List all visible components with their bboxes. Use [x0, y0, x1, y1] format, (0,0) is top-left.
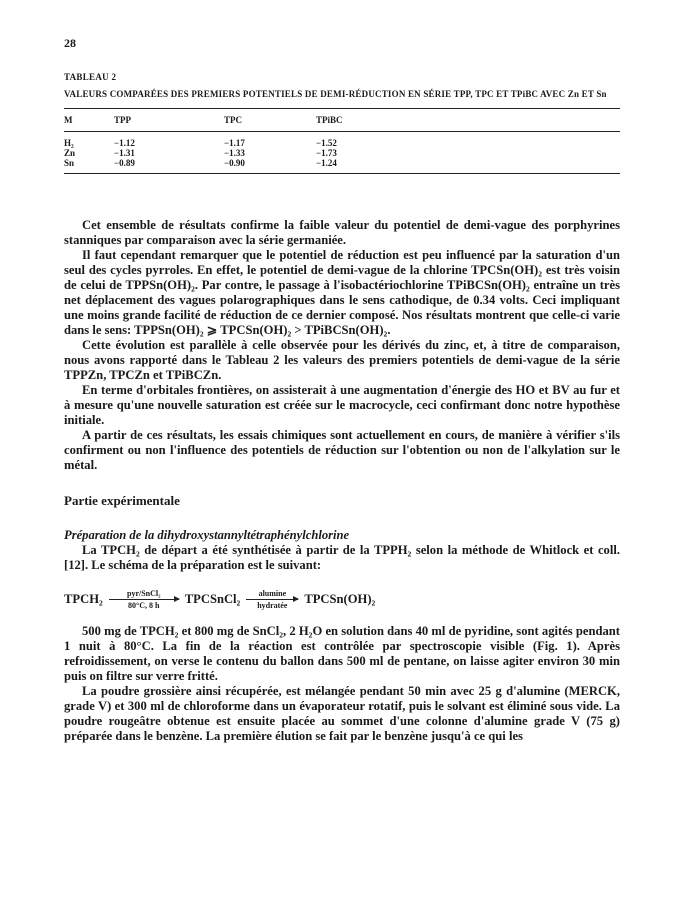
paragraph: 500 mg de TPCH₂ et 800 mg de SnCl₂, 2 H₂O en solution dans 40 ml de pyridine, sont agités pendant 1 nuit à 80°C. La fin de la réaction est contrôlée par spectroscopie visible (Fig. 1). Après refroidissement, on verse le contenu du ballon dans 500 ml de pentane, on laisse agiter environ 30 min puis on filtre sur verre fritté.	[64, 624, 620, 683]
scheme-product: TPCSn(OH)₂	[304, 592, 376, 606]
table-cell: −1.12	[114, 138, 135, 148]
reaction-scheme	[64, 589, 620, 610]
scheme-intermediate: TPCSnCl₂	[184, 592, 241, 606]
page-number: 28	[64, 36, 76, 50]
paragraph: La poudre grossière ainsi récupérée, est mélangée pendant 50 min avec 25 g d'alumine (MERCK, grade V) et 300 ml de chloroforme dans un évaporateur rotatif, puis le solvant est éliminé sous vide. La poudre rougeâtre obtenue est ensuite placée au sommet d'une colonne d'alumine grade V (75 g) préparée dans le benzène. La première élution se fait par le benzène jusqu'à ce qui les	[64, 684, 620, 743]
header-metal: M	[64, 109, 114, 132]
table-row	[64, 132, 620, 149]
table-cell: −1.73	[316, 148, 337, 158]
sub-heading: Préparation de la dihydroxystannyltétraphénylchlorine	[64, 528, 350, 542]
arrow-2-reagent: alumine	[258, 589, 287, 598]
body-text	[64, 218, 620, 744]
table-cell: −1.17	[224, 138, 245, 148]
arrow-1-reagent: pyr/SnCl₂	[127, 589, 161, 598]
page	[64, 36, 620, 744]
header-tpibc: TPiBC	[316, 109, 396, 132]
paragraph: Cet ensemble de résultats confirme la faible valeur du potentiel de demi-vague des porphyrines stanniques par comparaison avec la série germaniée.	[64, 218, 620, 247]
table-cell: H₂	[64, 138, 74, 148]
scheme-reactant: TPCH₂	[64, 592, 103, 606]
paragraph: En terme d'orbitales frontières, on assisterait à une augmentation d'énergie des HO et BV au fur et à mesure qu'une nouvelle saturation est créée sur le macrocycle, ceci confirmant donc notre hypothèse initiale.	[64, 383, 620, 427]
table-title: VALEURS COMPARÉES DES PREMIERS POTENTIELS DE DEMI-RÉDUCTION EN SÉRIE TPP, TPC ET TPiBC AVEC Zn ET Sn	[64, 89, 607, 99]
arrow-1-conditions: 80°C, 8 h	[128, 601, 160, 610]
table-row	[64, 148, 620, 158]
section-heading: Partie expérimentale	[64, 493, 180, 508]
arrow-icon	[246, 599, 298, 600]
table-cell: Sn	[64, 158, 114, 174]
table-row	[64, 158, 620, 174]
table-cell: Zn	[64, 148, 76, 158]
arrow-2-conditions: hydratée	[257, 601, 288, 610]
paragraph: La TPCH₂ de départ a été synthétisée à partir de la TPPH₂ selon la méthode de Whitlock et coll. [12]. Le schéma de la préparation est le suivant:	[64, 543, 620, 572]
paragraph: A partir de ces résultats, les essais chimiques sont actuellement en cours, de manière à vérifier s'ils confirment ou non l'influence des potentiels de réduction sur l'obtention ou non de l'alkylation sur le métal.	[64, 428, 620, 472]
paragraph: Il faut cependant remarquer que le potentiel de réduction est peu influencé par la saturation d'un seul des cycles pyrroles. En effet, le potentiel de demi-vague de la chlorine TPCSn(OH)₂ est très voisin de celui de TPPSn(OH)₂. Par contre, le passage à l'isobactériochlorine TPiBCSn(OH)₂ entraîne un très net déplacement des vagues polarographiques dans le sens cathodique, de 0.34 volts. Ceci impliquant une moins grande facilité de réduction de ce dernier composé. Nos résultats montrent que celle-ci varie dans le sens: TPPSn(OH)₂ ⩾ TPCSn(OH)₂ > TPiBCSn(OH)₂.	[64, 248, 620, 337]
potential-table	[64, 108, 620, 174]
reaction-arrow-1	[109, 589, 179, 610]
table-cell: −0.90	[224, 158, 316, 174]
table-cell: −1.52	[316, 138, 337, 148]
table-cell: −1.31	[114, 148, 135, 158]
table-cell: −1.33	[224, 148, 245, 158]
header-tpc: TPC	[224, 109, 316, 132]
table-caption: TABLEAU 2	[64, 72, 117, 82]
table-cell: −0.89	[114, 158, 224, 174]
table-header-row	[64, 109, 620, 132]
reaction-arrow-2	[246, 589, 298, 610]
paragraph: Cette évolution est parallèle à celle observée pour les dérivés du zinc, et, à titre de comparaison, nous avons rapporté dans le Tableau 2 les valeurs des premiers potentiels de demi-vague de la série TPPZn, TPCZn et TPiBCZn.	[64, 338, 620, 382]
header-tpp: TPP	[114, 109, 224, 132]
table-cell: −1.24	[316, 158, 396, 174]
arrow-icon	[109, 599, 179, 600]
